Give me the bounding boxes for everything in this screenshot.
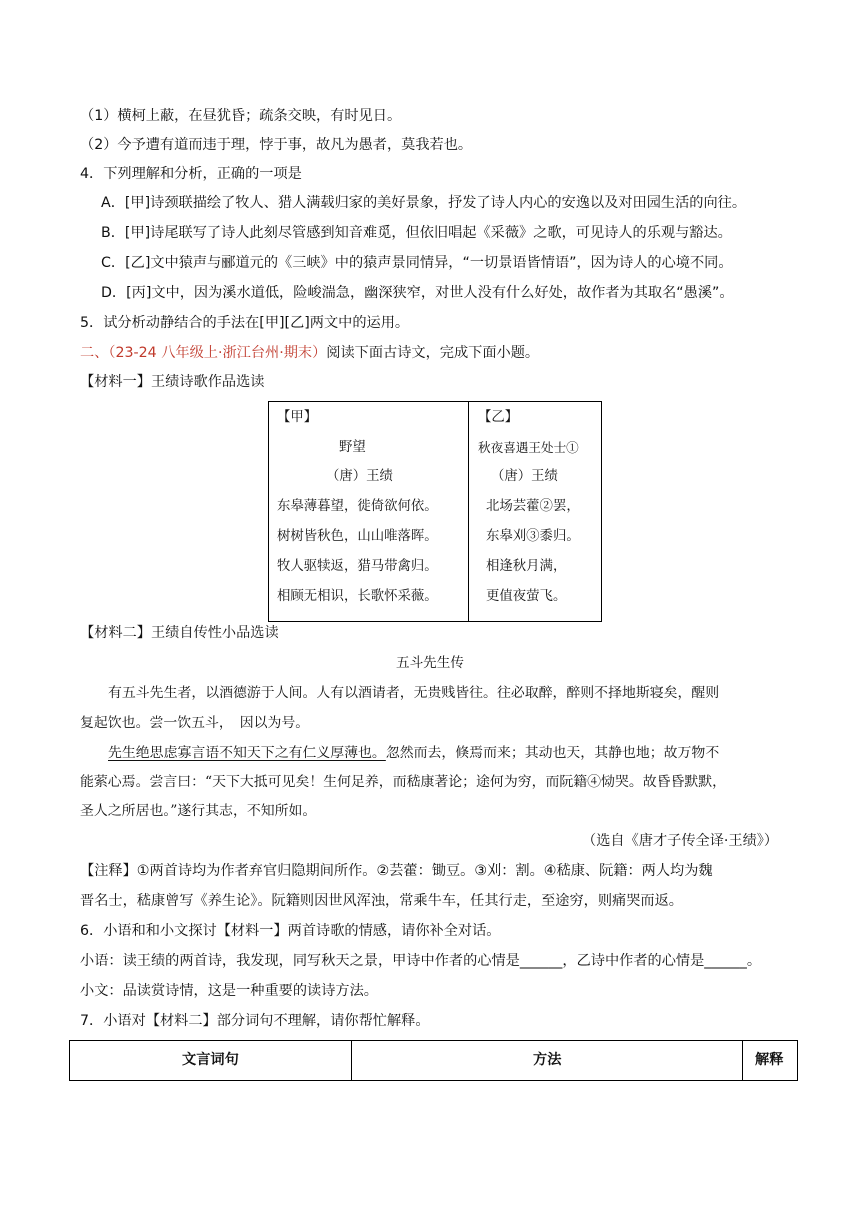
- essay-paragraph-2-line-3: 圣人之所居也。”遂行其志，不知所如。: [80, 803, 317, 819]
- answer-table: [69, 1040, 798, 1081]
- question-4: 4．下列理解和分析，正确的一项是: [80, 166, 302, 182]
- question-3-item-1: （1）横柯上蔽，在昼犹昏；疏条交映，有时见日。: [80, 108, 402, 124]
- poem-yi-author: （唐）王绩: [491, 469, 558, 484]
- question-6-reply: 小文：品读赏诗情，这是一种重要的读诗方法。: [80, 983, 378, 999]
- annotation-line-2: 晋名士，嵇康曾写《养生论》。阮籍则因世风浑浊，常乘牛车，任其行走，至途穷，则痛哭而返。: [80, 893, 683, 909]
- section-2-instruction: 阅读下面古诗文，完成下面小题。: [326, 345, 540, 361]
- essay-title: 五斗先生传: [396, 655, 464, 671]
- poem-jia-line-4: 相顾无相识，长歌怀采薇。: [277, 589, 438, 604]
- poem-yi-line-2: 东皋刈③黍归。: [486, 529, 580, 544]
- option-c: C．[乙]文中猿声与郦道元的《三峡》中的猿声景同情异，“一切景语皆情语”，因为诗人的心境不同。: [101, 255, 733, 271]
- poem-jia-tag: 【甲】: [277, 410, 318, 425]
- question-6: 6．小语和和小文探讨【材料一】两首诗歌的情感，请你补全对话。: [80, 923, 501, 939]
- essay-paragraph-2-line-2: 能萦心焉。尝言曰：“天下大抵可见矣！生何足养，而嵇康著论；途何为穷，而阮籍④恸哭。故昏昏默默，: [80, 774, 727, 790]
- section-2-number: 二、: [80, 345, 109, 361]
- material-2-label: 【材料二】王绩自传性小品选读: [80, 625, 279, 641]
- essay-paragraph-2-line-1-rest: 忽然而去，倏焉而来；其动也天，其静也地；故万物不: [385, 745, 720, 761]
- question-7: 7．小语对【材料二】部分词句不理解，请你帮忙解释。: [80, 1013, 430, 1029]
- table-header-explanation: 解释: [755, 1052, 784, 1068]
- poem-jia-line-2: 树树皆秋色，山山唯落晖。: [277, 529, 438, 544]
- annotation-line-1: 【注释】①两首诗均为作者弃官归隐期间所作。②芸藿：锄豆。③刈：割。④嵇康、阮籍：两人均为魏: [80, 863, 713, 879]
- option-d: D．[丙]文中，因为溪水道低，险峻湍急，幽深狭窄，对世人没有什么好处，故作者为其取名“愚溪”。: [101, 285, 734, 301]
- essay-paragraph-1-line-1: 有五斗先生者，以酒德游于人间。人有以酒请者，无贵贱皆往。往必取醉，醉则不择地斯寝矣，醒则: [108, 685, 720, 701]
- poem-jia-title: 野望: [339, 440, 366, 455]
- table-header-method: 方法: [533, 1052, 562, 1068]
- essay-paragraph-1-line-2: 复起饮也。尝一饮五斗， 因以为号。: [80, 715, 310, 731]
- table-header-phrase: 文言词句: [182, 1052, 239, 1068]
- option-a: A．[甲]诗颈联描绘了牧人、猎人满载归家的美好景象，抒发了诗人内心的安逸以及对田园生活的向往。: [101, 195, 747, 211]
- essay-source: （选自《唐才子传全译·王绩》）: [582, 833, 779, 849]
- poem-yi-line-4: 更值夜萤飞。: [486, 589, 567, 604]
- question-6-dialog: 小语：读王绩的两首诗，我发现，同写秋天之景，甲诗中作者的心情是______，乙诗中作者的心情是______。: [80, 953, 762, 969]
- table-divider-2: [742, 1041, 743, 1080]
- question-5: 5．试分析动静结合的手法在[甲][乙]两文中的运用。: [80, 315, 410, 331]
- essay-paragraph-2-line-1: [108, 743, 719, 763]
- poem-yi-line-3: 相逢秋月满，: [486, 559, 567, 574]
- poem-yi-title: 秋夜喜遇王处士①: [478, 440, 579, 455]
- poem-jia-line-1: 东皋薄暮望，徙倚欲何依。: [277, 499, 438, 514]
- poem-yi-tag: 【乙】: [478, 410, 519, 425]
- underlined-sentence: 先生绝思虑寡言语不知天下之有仁义厚薄也。: [108, 745, 386, 761]
- section-2-source: （23-24 八年级上·浙江台州·期末）: [108, 345, 327, 361]
- poem-jia-author: （唐）王绩: [326, 469, 393, 484]
- question-3-item-2: （2）今予遭有道而违于理，悖于事，故凡为愚者，莫我若也。: [80, 137, 473, 153]
- table-divider-1: [351, 1041, 352, 1080]
- poem-table-divider: [468, 401, 469, 622]
- section-2-heading: [80, 343, 539, 363]
- option-b: B．[甲]诗尾联写了诗人此刻尽管感到知音难觅，但依旧唱起《采薇》之歌，可见诗人的乐观与豁达。: [101, 225, 732, 241]
- material-1-label: 【材料一】王绩诗歌作品选读: [80, 374, 265, 390]
- poem-yi-line-1: 北场芸藿②罢，: [486, 499, 580, 514]
- poem-jia-line-3: 牧人驱犊返，猎马带禽归。: [277, 559, 438, 574]
